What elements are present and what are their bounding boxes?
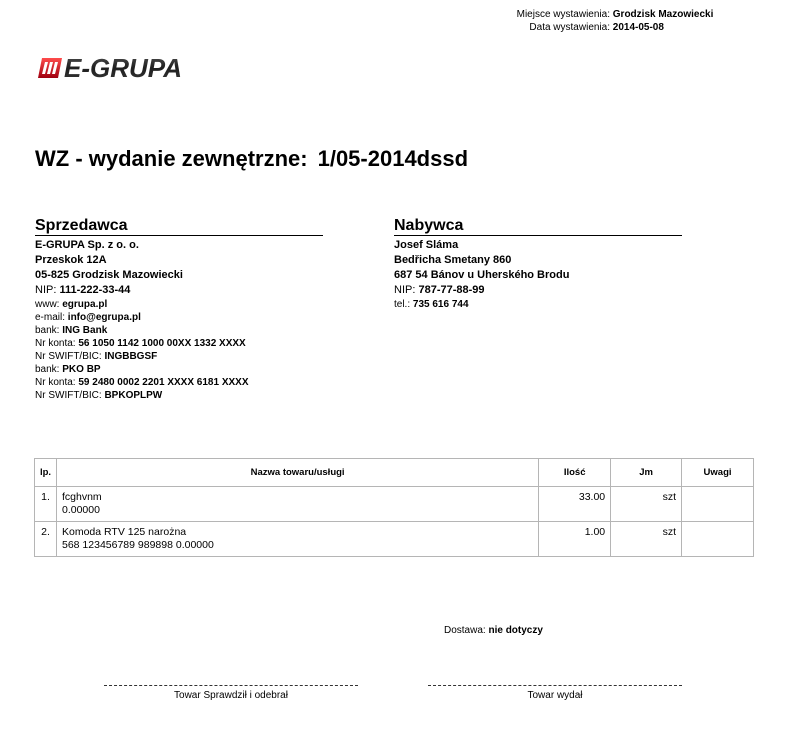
issue-place [476, 8, 756, 21]
items-table-header [35, 459, 754, 487]
delivery-label: Dostawa: [444, 625, 486, 636]
seller-account-1-value: 56 1050 1142 1000 00XX 1332 XXXX [78, 338, 246, 349]
issue-date-value: 2014-05-08 [612, 22, 664, 33]
seller-account-2: Nr konta: 59 2480 0002 2201 XXXX 6181 XXXX [35, 377, 249, 388]
header-notes: Uwagi [682, 459, 754, 487]
seller-nip-value: 111-222-33-44 [59, 284, 131, 296]
seller-bank-2: bank: PKO BP [35, 364, 101, 375]
logo-text: E-GRUPA [64, 53, 182, 82]
seller-street: Przeskok 12A [35, 254, 107, 266]
buyer-nip: NIP: 787-77-88-99 [394, 284, 485, 296]
row-qty: 1.00 [539, 522, 611, 557]
row-name [56, 487, 538, 522]
items-table [34, 458, 754, 557]
row-name-sub: 568 123456789 989898 0.00000 [61, 539, 214, 551]
seller-www: www: egrupa.pl [35, 299, 108, 310]
seller-account-1: Nr konta: 56 1050 1142 1000 00XX 1332 XXXX [35, 338, 246, 349]
buyer-section [394, 216, 682, 311]
issue-place-label: Miejsce wystawienia: [516, 9, 610, 20]
row-name-sub: 0.00000 [61, 504, 100, 516]
row-notes [682, 487, 754, 522]
company-logo [36, 52, 216, 82]
issue-date [476, 21, 756, 34]
row-jm: szt [611, 522, 682, 557]
document-title [35, 146, 468, 172]
row-qty: 33.00 [539, 487, 611, 522]
seller-www-value: egrupa.pl [62, 299, 108, 310]
row-notes [682, 522, 754, 557]
buyer-city: 687 54 Bánov u Uherského Brodu [394, 269, 570, 281]
seller-bank-1: bank: ING Bank [35, 325, 108, 336]
delivery-info [444, 625, 543, 636]
issue-meta [476, 8, 756, 34]
buyer-street: Bedřicha Smetany 860 [394, 254, 512, 266]
seller-swift-1-value: INGBBGSF [104, 351, 158, 362]
row-lp: 1. [35, 487, 57, 522]
signature-receiver [104, 685, 358, 701]
seller-swift-2: Nr SWIFT/BIC: BPKOPLPW [35, 390, 163, 401]
seller-section [35, 216, 323, 402]
row-name-text: fcghvnm [61, 491, 102, 503]
header-jm: Jm [611, 459, 682, 487]
logo-graphic [36, 52, 216, 82]
buyer-heading: Nabywca [394, 216, 682, 236]
seller-email: e-mail: info@egrupa.pl [35, 312, 141, 323]
header-qty: Ilość [539, 459, 611, 487]
table-row [35, 522, 754, 557]
seller-bank-2-value: PKO BP [62, 364, 101, 375]
seller-nip: NIP: 111-222-33-44 [35, 284, 131, 296]
delivery-value: nie dotyczy [488, 625, 543, 636]
header-lp: lp. [35, 459, 57, 487]
row-lp: 2. [35, 522, 57, 557]
seller-swift-1: Nr SWIFT/BIC: INGBBGSF [35, 351, 158, 362]
buyer-nip-value: 787-77-88-99 [418, 284, 485, 296]
row-name-text: Komoda RTV 125 narożna [61, 526, 187, 538]
signature-receiver-label: Towar Sprawdził i odebrał [174, 690, 288, 701]
seller-account-2-value: 59 2480 0002 2201 XXXX 6181 XXXX [78, 377, 249, 388]
seller-bank-1-value: ING Bank [62, 325, 108, 336]
seller-city: 05-825 Grodzisk Mazowiecki [35, 269, 183, 281]
signature-issuer [428, 685, 682, 701]
seller-swift-2-value: BPKOPLPW [104, 390, 163, 401]
issue-place-value: Grodzisk Mazowiecki [612, 9, 714, 20]
document-number: 1/05-2014dssd [317, 146, 469, 171]
issue-date-label: Data wystawienia: [529, 22, 610, 33]
buyer-tel-value: 735 616 744 [412, 299, 469, 310]
seller-email-value: info@egrupa.pl [67, 312, 141, 323]
row-jm: szt [611, 487, 682, 522]
signature-line [104, 685, 358, 686]
document-title-label: WZ - wydanie zewnętrzne: [35, 146, 308, 171]
row-name [56, 522, 538, 557]
seller-name: E-GRUPA Sp. z o. o. [35, 239, 139, 251]
seller-heading: Sprzedawca [35, 216, 323, 236]
header-name: Nazwa towaru/usługi [56, 459, 538, 487]
signature-line [428, 685, 682, 686]
buyer-tel: tel.: 735 616 744 [394, 299, 469, 310]
table-row [35, 487, 754, 522]
signature-issuer-label: Towar wydał [527, 690, 583, 701]
buyer-name: Josef Sláma [394, 239, 459, 251]
